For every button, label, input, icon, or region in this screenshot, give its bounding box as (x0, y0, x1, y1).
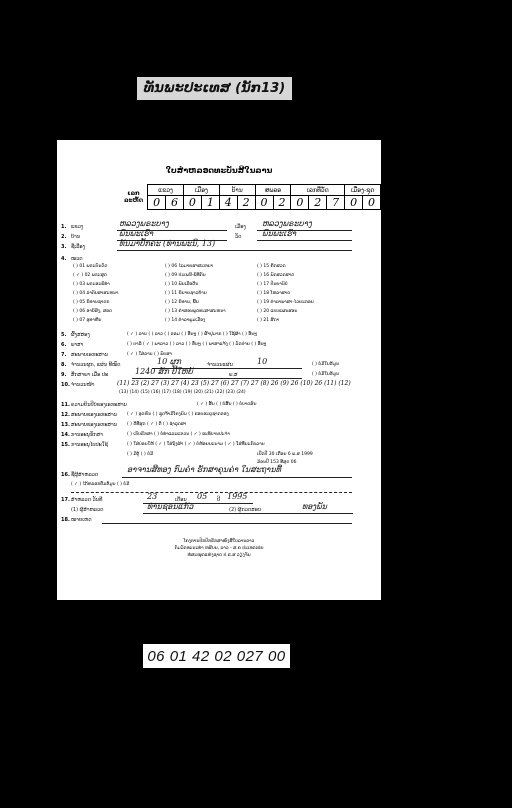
preservation-options[interactable]: ( ) ເກັບຮັກສາ ( ) ບໍ່ທຳແລະແຂວນ ( ✓ ) ອະທິບານປະຈຳ (127, 432, 230, 437)
rule (132, 378, 302, 379)
category-option[interactable]: ( ) 15 ຄີດສວດ (257, 264, 286, 269)
surveyor-value: ທ່ານຊອນແກ້ວ (147, 502, 194, 511)
code-header: ບ້ານ (219, 185, 255, 196)
code-label: ເລກລະຫັດ (124, 190, 144, 204)
leaf-value: 10 (257, 357, 268, 366)
village-label: ບ້ານ (71, 234, 81, 240)
category-option[interactable]: ( ✓ ) 02 ພຣະສູດ (73, 273, 107, 278)
dates-line-2: ມ້ອນປີ 153 ທີ່ສຸດ 06 (257, 460, 297, 465)
material-label: ສະພາບເອກະສານ (71, 352, 108, 358)
surveyor-label: (1) ຜູ້ສຳຫລວດ (71, 507, 104, 513)
temple-value: ພົນພະເຮົາ (262, 229, 297, 238)
category-option[interactable]: ( ) 06 ອານິສົງ, ສອດ (73, 309, 112, 314)
code-digit: 0 (345, 196, 363, 210)
category-option[interactable]: ( ) 21 ສີດາ (257, 318, 280, 323)
survey-date-label: ສຳຫລວດ ວັນທີ (71, 497, 103, 503)
row-number: 5. (61, 332, 67, 338)
row-number: 10. (61, 382, 70, 388)
province-value: ຫລວງພຣະບາງ (119, 219, 169, 228)
survey-month: 05 (197, 492, 208, 501)
category-option[interactable]: ( ) 20 ແບບແຜນສອນ (257, 309, 298, 314)
category-option[interactable]: ( ) 09 ປະເພນີ-ພິທີກັນ (165, 273, 206, 278)
row-number: 17. (61, 497, 70, 503)
district-label: ເມືອງ (235, 224, 246, 230)
date-label: ສຶກສາພາ ເມື່ອ ປະ (71, 372, 109, 378)
row-number: 12. (61, 412, 70, 418)
bundle-value: 10 ຜູກ (157, 357, 182, 366)
code-digit: 0 (363, 196, 381, 210)
code-digit: 1 (201, 196, 219, 210)
owner-label: ຊື່ຜູ້ສຳຫລວດ (71, 472, 99, 478)
quality-options[interactable]: ( ) ດີທີ່ສຸດ ( ✓ ) ດີ ( ) ຊຳລຸດສາ (127, 422, 187, 427)
province-label: ແຂວງ (71, 224, 84, 230)
condition-options[interactable]: ( ✓ ) ອຸດຫັນ ( ) ຊຸດຈ້ຳມີໂຄງຍົນ ( ) ຮອບອະຍຸຊາດຂອງ (127, 412, 229, 417)
row-number: 9. (61, 372, 67, 378)
completeness-label: ຄວາມຍິນປີບໍຂອງເອກະສານ (71, 402, 127, 408)
row-number: 18. (61, 517, 70, 523)
survey-year-label: ປີ (217, 497, 221, 503)
code-digit: 0 (183, 196, 201, 210)
category-option[interactable]: ( ) 03 ພຣະອະພິທຳ (73, 282, 110, 287)
condition-label: ສະພາບຂອງເອກະສານ (71, 412, 117, 418)
row-number: 11. (61, 402, 70, 408)
row-number: 1. (61, 224, 67, 230)
code-digit: 7 (327, 196, 345, 210)
category-option[interactable]: ( ) 01 ພຣະບັນດັດ (73, 264, 108, 269)
code-digit: 2 (237, 196, 255, 210)
category-option[interactable]: ( ) 11 ນິຍາຍຊາວບ້ານ (165, 291, 207, 296)
completeness-options[interactable]: ( ✓ ) ສິ້ນ ( ) ບໍ່ສິ້ນ ( ) ບໍ່ບາດສັນ (197, 402, 257, 407)
be-label: ພ.ສ (229, 372, 238, 378)
pages-label: ຈຳນວນໜ້າ (71, 382, 95, 388)
category-option[interactable]: ( ) 16 ພົດສວດສາດ (257, 273, 295, 278)
category-option[interactable]: ( ) 13 ຄຳສອນພຸດທະສາສະຫນາ (165, 309, 226, 314)
row-number: 6. (61, 342, 67, 348)
category-option[interactable]: ( ) 06 ໄລມາຍສາສະຫນາ (165, 264, 214, 269)
language-label: ພາສາ (71, 342, 84, 348)
code-digit: 4 (219, 196, 237, 210)
category-option[interactable]: ( ) 19 ຕຳລາພາສາ-ໄວຍະກອນ (257, 300, 314, 305)
bundle-label: ຈຳນວນຜູກ, ແຜ່ນ ທີໝົດ (71, 362, 121, 368)
row-number: 16. (61, 472, 70, 478)
survey-form-page (57, 140, 381, 600)
storage-options[interactable]: ( ) ໃສ່ບ່ອນໃຫ້ ( ✓ ) ໃສ່ຖົງຜ້າ ( ✓ ) ບໍ່ຫ້ອຍນະນາມ ( ✓ ) ໃສ່ທີ່ນະກັບລານ (127, 442, 265, 447)
category-option[interactable]: ( ) 14 ຕຳລາພູມເມືອງ (165, 318, 206, 323)
row-number: 8. (61, 362, 67, 368)
row-number: 15. (61, 442, 70, 448)
preservation-label: ການອະນຸຮັກສາ (71, 432, 103, 438)
code-digit: 0 (148, 196, 166, 210)
rule (122, 477, 352, 478)
script-options[interactable]: ( ✓ ) ລານ ( ) ລາວ ( ) ຂອມ ( ) ອື່ນໆ ( ) ຜົ້າປຸມາກ ( ) ໃຊ້ຜ້າ ( ) ອື່ນໆ (127, 332, 258, 337)
code-header: ເມືອງ (183, 185, 219, 196)
header-label: ທັນພະປະເທສ (ນັກ13) (137, 77, 292, 100)
pages-values: (11) 23 (2) 27 (3) 27 (4) 23 (5) 27 (6) 27 (7) 27 (8) 26 (9) 26 (10) 26 (11) (12) (117, 380, 351, 387)
row-number: 14. (61, 432, 70, 438)
rule (117, 250, 352, 251)
category-option[interactable]: ( ) 18 ໂຫລາສາດ (257, 291, 291, 296)
village-value: ພົນພະເຮົາ (119, 229, 154, 238)
code-digit: 6 (166, 196, 184, 210)
category-option[interactable]: ( ) 17 ປັນຍານົບໍ່ (257, 282, 288, 287)
code-digit: 2 (273, 196, 291, 210)
code-header: ແຂວງ (148, 185, 184, 196)
survey-day: 23 (147, 492, 158, 501)
cabinet-options[interactable]: ( ) ມີຕູ້ ( ) ບໍ່ມີ (127, 452, 154, 457)
storage-label: ການອະນຸໄບປະໃຊ້ (71, 442, 108, 448)
owner-options[interactable]: ( ✓ ) ໄດ້ຫລອກຕື່ມຂໍ້ມູນ ( ) ບໍ່ມີ (71, 482, 130, 487)
title-label: ຊື່ເລື່ອງ (71, 244, 86, 250)
category-option[interactable]: ( ) 07 ອຸທາຫີນ (73, 318, 102, 323)
footer-line: ກົມວັດທະນະທຳ ຫສັບນ, ລາວ - ສ.ຄ ປະເທດເຢຍ (174, 546, 264, 551)
category-option[interactable]: ( ) 05 ນິທານຊາດກ (73, 300, 110, 305)
row-number: 4. (61, 256, 67, 262)
survey-year: 1995 (227, 492, 248, 501)
material-options[interactable]: ( ✓ ) ໃສ່ລານ ( ) ພັບສາ (127, 352, 172, 357)
script-label: ຜົ້ງສສອງ (71, 332, 90, 338)
code-digit: 2 (309, 196, 327, 210)
category-label: ໝວດ (71, 256, 83, 262)
date-value: 1240 ສັກ ປີໃຫຍ້ (135, 367, 193, 376)
rule (257, 240, 352, 241)
footer-line: ໂຄງການປົກປັກຮັກສາໜັງສືໃບລານລາວ (183, 539, 255, 544)
code-header: ເລກທີ່ວັດ (291, 185, 345, 196)
category-option[interactable]: ( ) 04 ລຳຕັນສາສະຫນາ (73, 291, 119, 296)
quality-label: ສະພາບຂອງເອກະສານ (71, 422, 117, 428)
code-table (124, 184, 381, 210)
code-header: ສພລອ (255, 185, 291, 196)
row-number: 13. (61, 422, 70, 428)
manuscript-code-banner: 06 01 42 02 027 00 (143, 644, 290, 668)
leaf-label: ຈຳນວນແຜ່ນ (207, 362, 233, 368)
pages-subnums: (13) (14) (15) (16) (17) (18) (19) (20) (21) (22) (23) (24) (119, 390, 246, 395)
title-value: ທ້ນມາປັກຄະ (ທ່ານພະນິ, 13) (119, 239, 216, 248)
code-header: ເມື່ອງ-ຊຸດ (345, 185, 381, 196)
no-info-option[interactable]: ( ) ບໍ່ມີໃນຂໍ້ມູນ (312, 362, 339, 367)
row-number: 3. (61, 244, 67, 250)
notes-label: ໝາຍເຫດ (71, 517, 92, 523)
footer-line: ຫໍສະໝຸດແຫ່ງຊາດ ປ.ຮ.ສ ວຽງຈັນ (187, 553, 251, 558)
checker-value: ທອງພັນ (302, 502, 327, 511)
district-value: ຫລວງພຣະບາງ (262, 219, 312, 228)
category-option[interactable]: ( ) 12 ນິທານ, ພື້ນ (165, 300, 199, 305)
rule (143, 513, 353, 514)
category-option[interactable]: ( ) 10 ພົນເມືອດີນ (165, 282, 199, 287)
row-number: 7. (61, 352, 67, 358)
checker-label: (2) ຜູ້ກວດສອບ (229, 507, 262, 513)
row-number: 2. (61, 234, 67, 240)
form-title: ໃບສຳຫລອດທະບັນສີໃນລານ (165, 166, 273, 175)
code-digit: 0 (291, 196, 309, 210)
rule (102, 523, 352, 524)
separator (71, 492, 352, 493)
code-digit: 0 (255, 196, 273, 210)
footer (57, 538, 381, 559)
no-info-option[interactable]: ( ) ບໍ່ມີໃນຂໍ້ມູນ (312, 372, 339, 377)
language-options[interactable]: ( ) ບາລີ ( ✓ ) ພາລາວ ( ) ລາວ ( ) ອື່ນໆ ( ) ພາສາແຈ້ງ ( ) ລັດປາຍ ( ) ອື່ນໆ (127, 342, 267, 347)
survey-month-label: ເດືອນ (175, 497, 187, 503)
owner-value: ອາຈານສີທອງ ກົມຄຳ ຮັກສາຄຸນຄ່າ ໃນສະຖານທີ່ (127, 465, 281, 474)
dates-line: ເປີດປີ 30 ເດືອນ 6 ພ.ສ 1999 (257, 452, 313, 457)
temple-label: ວັດ (235, 234, 242, 240)
